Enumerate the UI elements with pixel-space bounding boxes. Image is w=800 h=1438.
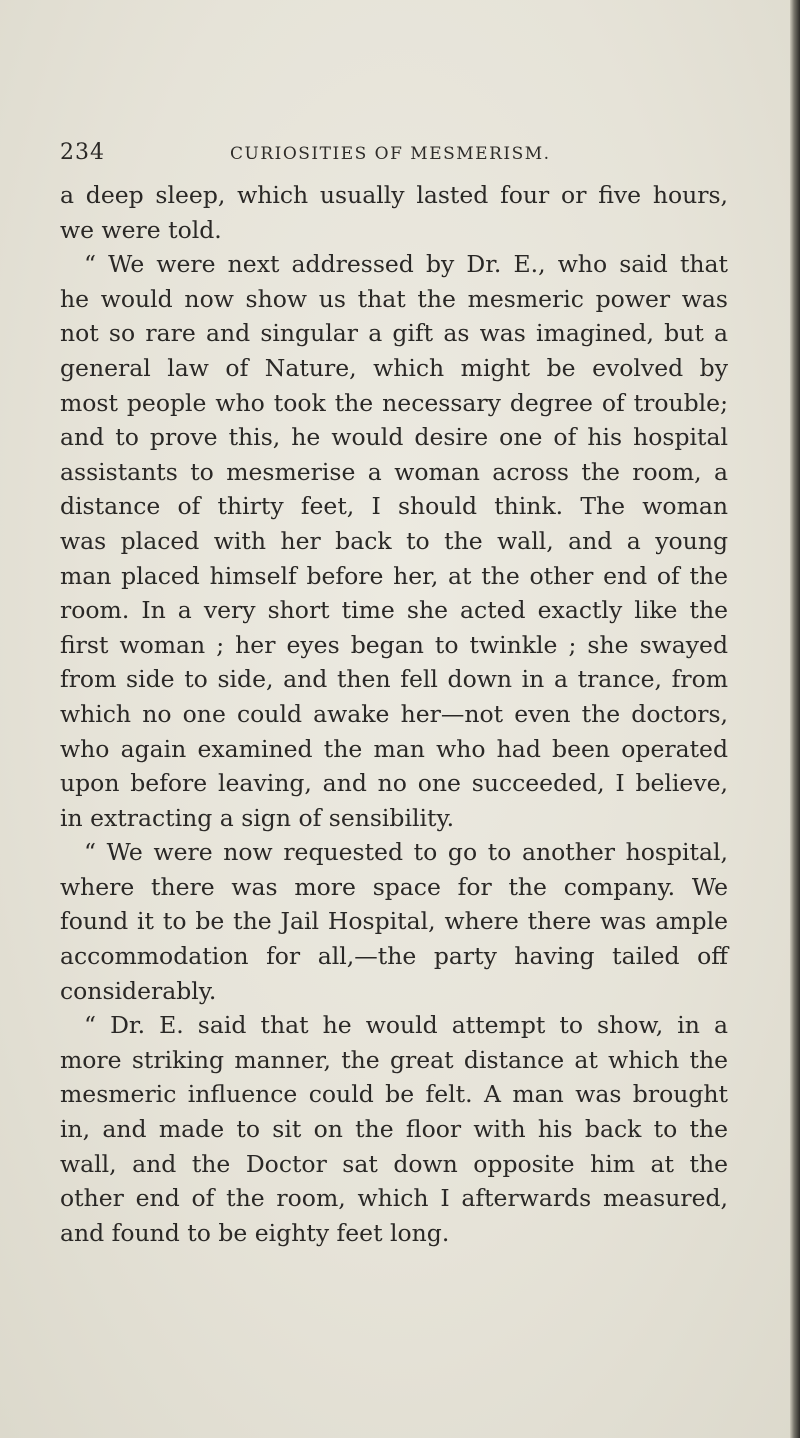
text-line: he would now show us that the mesmeric power was	[60, 284, 728, 313]
text-line: general law of Nature, which might be evolved by	[60, 353, 728, 382]
text-line: and to prove this, he would desire one of his hospital	[60, 423, 728, 452]
text-line: a deep sleep, which usually lasted four or five hours,	[60, 181, 728, 209]
body-text	[60, 178, 728, 1250]
text-line: and found to be eighty feet long.	[60, 1218, 450, 1247]
text-line: where there was more space for the company. We	[60, 872, 728, 901]
text-line: “ We were next addressed by Dr. E., who said that	[84, 250, 728, 279]
text-line: not so rare and singular a gift as was imagined, but a	[60, 319, 728, 348]
text-line: wall, and the Doctor sat down opposite him at the	[60, 1149, 728, 1178]
running-head	[60, 140, 780, 172]
text-line: found it to be the Jail Hospital, where there was ample	[60, 907, 728, 936]
text-line: room. In a very short time she acted exactly like the	[60, 596, 728, 625]
text-line: considerably.	[60, 976, 217, 1005]
text-line: in extracting a sign of sensibility.	[60, 803, 455, 832]
text-line: from side to side, and then fell down in a trance, from	[60, 665, 728, 694]
text-line: in, and made to sit on the floor with his back to the	[60, 1115, 728, 1144]
text-line: most people who took the necessary degree of trouble;	[60, 388, 728, 417]
text-line: “ Dr. E. said that he would attempt to show, in a	[84, 1011, 728, 1040]
text-line: was placed with her back to the wall, and a young	[60, 526, 728, 555]
running-title: CURIOSITIES OF MESMERISM.	[230, 144, 551, 164]
text-line: mesmeric influence could be felt. A man was brought	[60, 1080, 728, 1109]
text-line: “ We were now requested to go to another hospital,	[84, 838, 728, 867]
text-line: other end of the room, which I afterwards measured,	[60, 1184, 728, 1213]
text-line: accommodation for all,—the party having tailed off	[60, 942, 728, 971]
text-line: we were told.	[60, 215, 222, 244]
text-line: who again examined the man who had been operated	[60, 734, 728, 763]
page-binding-edge	[790, 0, 800, 1438]
text-line: first woman ; her eyes began to twinkle ; she swayed	[60, 630, 728, 659]
text-line: distance of thirty feet, I should think. The woman	[60, 492, 728, 521]
text-line: assistants to mesmerise a woman across the room, a	[60, 457, 728, 486]
text-line: upon before leaving, and no one succeeded, I believe,	[60, 769, 728, 798]
page-number: 234	[60, 140, 105, 165]
text-line: more striking manner, the great distance at which the	[60, 1045, 728, 1074]
text-line: man placed himself before her, at the other end of the	[60, 561, 728, 590]
text-line: which no one could awake her—not even the doctors,	[60, 699, 728, 728]
